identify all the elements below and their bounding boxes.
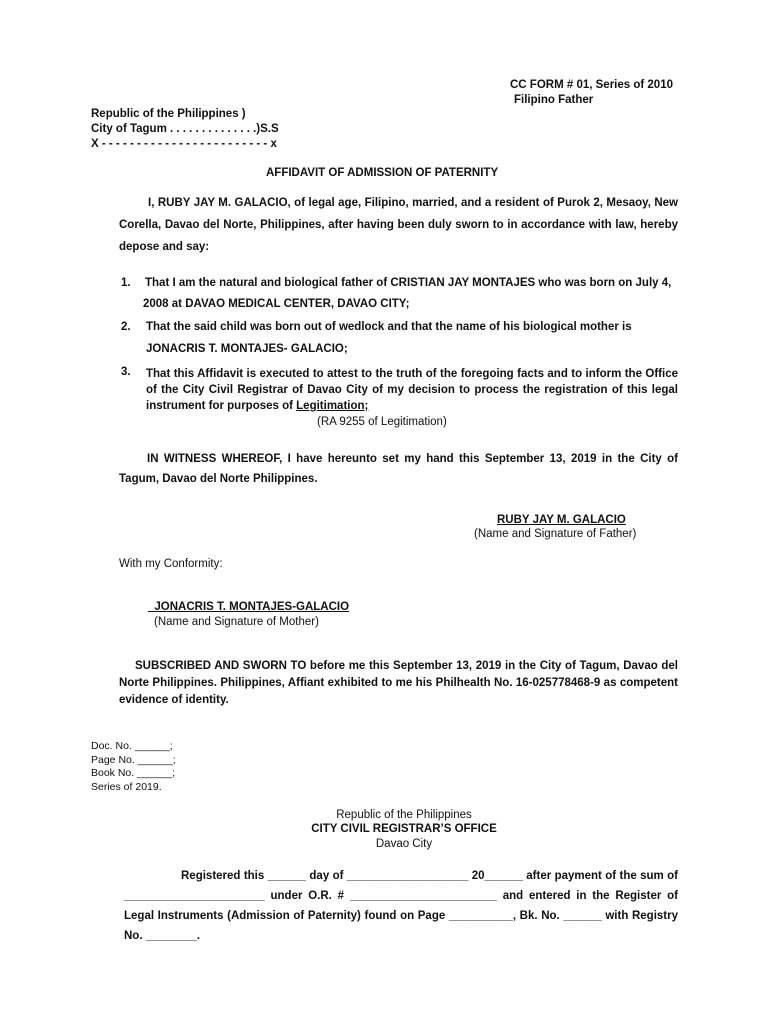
mother-signature-name: _JONACRIS T. MONTAJES-GALACIO bbox=[148, 601, 350, 613]
birth-date: July 4, bbox=[635, 277, 672, 289]
father-signature-name: RUBY JAY M. GALACIO bbox=[497, 514, 626, 526]
legitimation-text: Legitimation; bbox=[296, 400, 369, 412]
father-signature-caption: (Name and Signature of Father) bbox=[474, 528, 637, 540]
page-number: Page No. ______; bbox=[91, 754, 176, 766]
venue-city: City of Tagum . . . . . . . . . . . . . .)S.S bbox=[91, 123, 279, 135]
item-1-number: 1. bbox=[121, 277, 131, 289]
registration-paragraph: Registered this ______ day of ___________________ 20______ after payment of the sum of ______________________ under O.R. # _______________________ and entered in the Register of Legal Instruments (Admission of Paternity) found on Page __________, Bk. No. ______ with Registry No. ________. bbox=[124, 870, 678, 942]
mother-signature-caption: (Name and Signature of Mother) bbox=[154, 616, 319, 628]
item-3-text: That this Affidavit is executed to attest to the truth of the foregoing facts and to inform the Office of the City Civil Registrar of Davao City of my decision to process the registration of this legal instrument for purposes of Legitimation; bbox=[146, 368, 678, 412]
doc-number: Doc. No. ______; bbox=[91, 740, 173, 752]
series-year: Series of 2019. bbox=[91, 781, 162, 793]
item-2-line-1: That the said child was born out of wedlock and that the name of his biological mother is bbox=[146, 321, 632, 333]
form-number: CC FORM # 01, Series of 2010 bbox=[510, 79, 673, 91]
subscribed-paragraph: SUBSCRIBED AND SWORN TO before me this September 13, 2019 in the City of Tagum, Davao del Norte Philippines. Philippines, Affiant exhibited to me his Philhealth No. 16-025778468-9 as competent evidence of identity. bbox=[119, 660, 678, 706]
registrar-republic: Republic of the Philippines bbox=[336, 809, 472, 821]
child-name: CRISTIAN JAY MONTAJES bbox=[390, 277, 536, 289]
witness-paragraph: IN WITNESS WHEREOF, I have hereunto set my hand this September 13, 2019 in the City of Tagum, Davao del Norte Philippines. bbox=[119, 453, 678, 485]
registrar-city: Davao City bbox=[375, 838, 433, 850]
venue-line: X - - - - - - - - - - - - - - - - - - - - - - - - x bbox=[91, 138, 277, 150]
mother-name: JONACRIS T. MONTAJES- GALACIO; bbox=[146, 343, 348, 355]
form-subtitle: Filipino Father bbox=[514, 94, 594, 106]
intro-paragraph: I, RUBY JAY M. GALACIO, of legal age, Filipino, married, and a resident of Purok 2, Mesaoy, New Corella, Davao del Norte, Philippines, after having been duly sworn to in accordance with law, hereby depose and say: bbox=[119, 197, 679, 253]
venue-republic: Republic of the Philippines ) bbox=[91, 108, 246, 120]
item-1-line-2: 2008 at DAVAO MEDICAL CENTER, DAVAO CITY; bbox=[143, 298, 410, 310]
ra-reference: (RA 9255 of Legitimation) bbox=[317, 416, 447, 428]
registrar-office: CITY CIVIL REGISTRAR’S OFFICE bbox=[311, 823, 497, 835]
item-2-number: 2. bbox=[121, 321, 131, 333]
conformity-label: With my Conformity: bbox=[119, 558, 223, 570]
item-3-number: 3. bbox=[121, 366, 131, 378]
affiant-name: RUBY JAY M. GALACIO bbox=[157, 197, 288, 209]
book-number: Book No. ______; bbox=[91, 767, 176, 779]
document-title: AFFIDAVIT OF ADMISSION OF PATERNITY bbox=[266, 167, 499, 179]
item-1-line-1: That I am the natural and biological father of CRISTIAN JAY MONTAJES who was born on July 4, bbox=[145, 277, 672, 289]
